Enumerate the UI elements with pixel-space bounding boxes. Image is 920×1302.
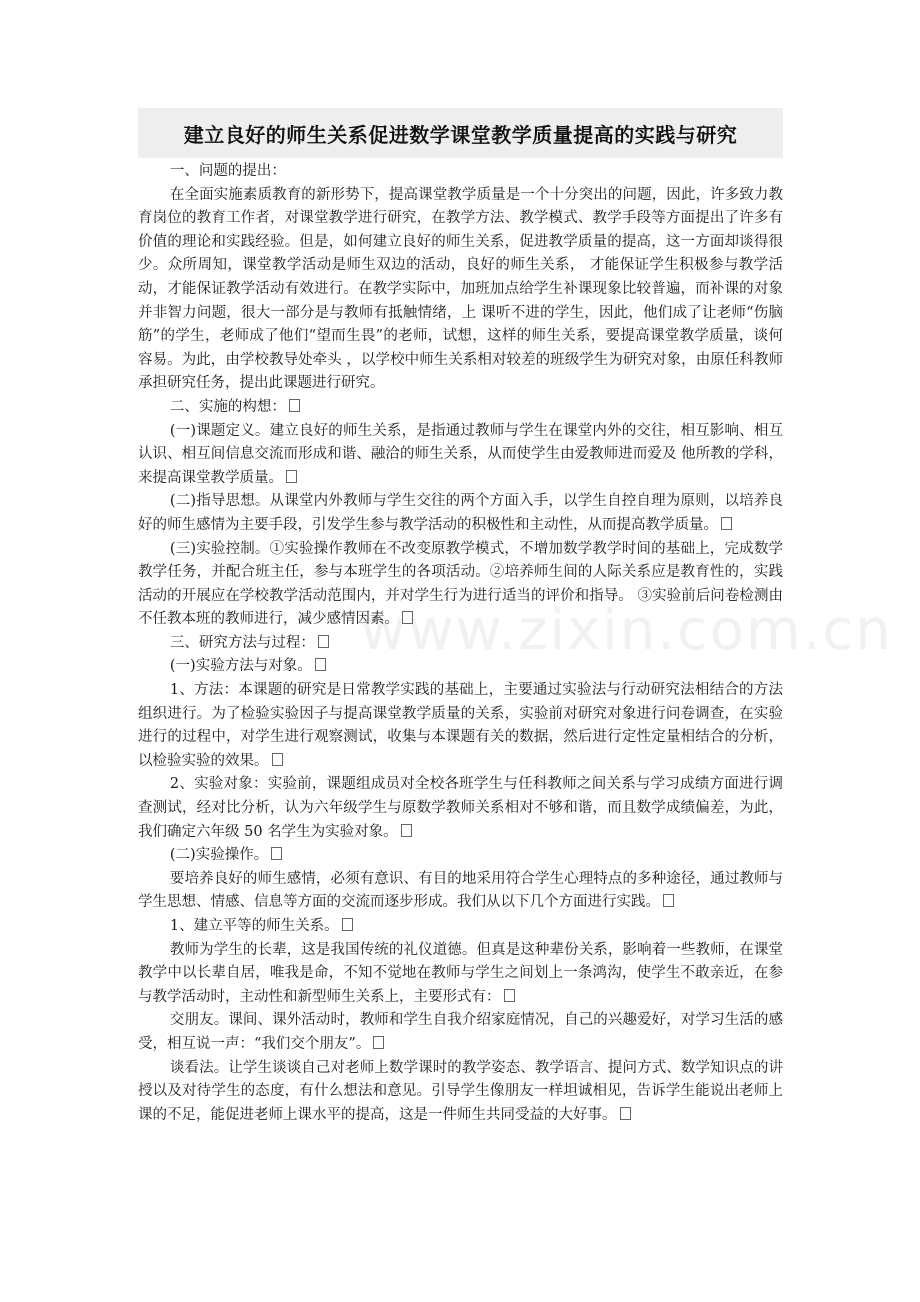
paragraph: 在全面实施素质教育的新形势下，提高课堂教学质量是一个十分突出的问题，因此，许多致力教育岗位的教育工作者，对课堂教学进行研究，在教学方法、教学模式、教学手段等方面提出了许多有价值的理论和实践经验。但是，如何建立良好的师生关系，促进教学质量的提高，这一方面却谈得很少。众所周知，课堂教学活动是师生双边的活动，良好的师生关系， 才能保证学生积极参与教学活动，才能保证教学活动有效进行。在教学实际中，加班加点给学生补课现象比较普遍，而补课的对象并非智力问题，很大一部分是与教师有抵触情绪，上 课听不进的学生，因此，他们成了让老师“伤脑筋”的学生，老师成了他们“望而生畏”的老师，试想，这样的师生关系，要提高课堂教学质量，谈何容易。为此，由学校教导处牵头 ，以学校中师生关系相对较差的班级学生为研究对象，由原任科教师承担研究任务，提出此课题进行研究。	[138, 186, 783, 392]
paragraph: (一)课题定义。建立良好的师生关系，是指通过教师与学生在课堂内外的交往，相互影响、相互认识、相互间信息交流而形成和谐、融洽的师生关系，从而使学生由爱教师进而爱及 他所教的学科，来提高课堂教学质量。	[138, 422, 783, 486]
section-heading: 二、实施的构想：	[138, 396, 783, 420]
paragraph: (一)实验方法与对象。	[138, 655, 783, 679]
paragraph: 1、建立平等的师生关系。	[138, 915, 783, 939]
missing-glyph-icon	[272, 753, 283, 766]
missing-glyph-icon	[401, 824, 412, 837]
missing-glyph-icon	[315, 658, 326, 671]
paragraph: 要培养良好的师生感情，必须有意识、有目的地采用符合学生心理特点的多种途径，通过教师与学生思想、情感、信息等方面的交流而逐步形成。我们从以下几个方面进行实践。	[138, 870, 783, 911]
missing-glyph-icon	[342, 918, 353, 931]
missing-glyph-icon	[620, 1107, 631, 1120]
document-body	[138, 160, 783, 1127]
document-page	[138, 108, 783, 1127]
missing-glyph-icon	[504, 989, 515, 1002]
paragraph: (二)实验操作。	[138, 844, 783, 868]
missing-glyph-icon	[318, 635, 329, 648]
missing-glyph-icon	[286, 470, 297, 483]
section-heading: 一、问题的提出：	[169, 163, 286, 179]
title-bar	[138, 108, 783, 158]
paragraph: 1、方法：本课题的研究是日常教学实践的基础上，主要通过实验法与行动研究法相结合的方法组织进行。为了检验实验因子与提高课堂教学质量的关系，实验前对研究对象进行问卷调查，在实验进行的过程中，对学生进行观察测试，收集与本课题有关的数据，然后进行定性定量相结合的分析，以检验实验的效果。	[138, 682, 783, 769]
missing-glyph-icon	[663, 894, 674, 907]
section-heading: 三、研究方法与过程：	[138, 632, 783, 656]
paragraph: 谈看法。让学生谈谈自己对老师上数学课时的教学姿态、教学语言、提问方式、数学知识点的讲授以及对待学生的态度，有什么想法和意见。引导学生像朋友一样坦诚相见，告诉学生能说出老师上课的不足，能促进老师上课水平的提高，这是一件师生共同受益的大好事。	[138, 1059, 783, 1123]
missing-glyph-icon	[271, 847, 282, 860]
missing-glyph-icon	[402, 611, 413, 624]
document-title: 建立良好的师生关系促进数学课堂教学质量提高的实践与研究	[183, 122, 738, 147]
paragraph: 2、实验对象：实验前，课题组成员对全校各班学生与任科教师之间关系与学习成绩方面进行调查测试，经对比分析，认为六年级学生与原数学教师关系相对不够和谐，而且数学成绩偏差，为此，我们确定六年级 50 名学生为实验对象。	[138, 776, 783, 840]
missing-glyph-icon	[289, 399, 300, 412]
watermark: www.zixin.com.cn	[360, 598, 893, 663]
missing-glyph-icon	[721, 517, 732, 530]
paragraph: 交朋友。课间、课外活动时，教师和学生自我介绍家庭情况，自己的兴趣爱好，对学习生活的感受，相互说一声：“我们交个朋友”。	[138, 1012, 783, 1052]
paragraph: 教师为学生的长辈，这是我国传统的礼仪道德。但真是这种辈份关系，影响着一些教师，在课堂教学中以长辈自居，唯我是命，不知不觉地在教师与学生之间划上一条鸿沟，使学生不敢亲近，在参与教学活动时，主动性和新型师生关系上，主要形式有：	[138, 941, 783, 1005]
paragraph: (三)实验控制。①实验操作教师在不改变原教学模式，不增加数学教学时间的基础上，完成数学教学任务，并配合班主任，参与本班学生的各项活动。②培养师生间的人际关系应是教育性的，实践活动的开展应在学校教学活动范围内，并对学生行为进行适当的评价和指导。 ③实验前后问卷检测由不任教本班的教师进行，减少感情因素。	[138, 540, 783, 628]
missing-glyph-icon	[373, 1036, 384, 1049]
paragraph: (二)指导思想。从课堂内外教师与学生交往的两个方面入手，以学生自控自理为原则，以培养良好的师生感情为主要手段，引发学生参与教学活动的积极性和主动性，从而提高教学质量。	[138, 493, 783, 533]
